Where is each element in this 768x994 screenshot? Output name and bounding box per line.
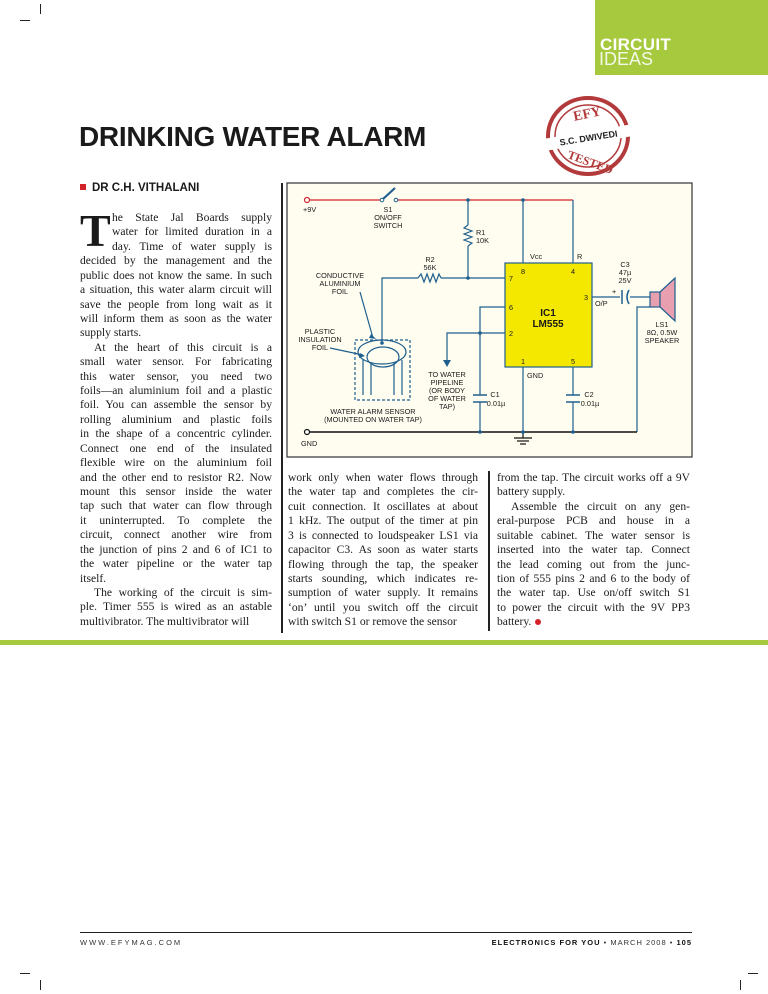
svg-text:TO WATER: TO WATER <box>428 370 466 379</box>
text-line <box>80 398 272 412</box>
text-line-content: flexible wire on the aluminium foil <box>80 456 272 470</box>
svg-text:INSULATION: INSULATION <box>298 335 342 344</box>
text-line-content: save the people from long wait as it <box>80 297 272 311</box>
section-label: CIRCUIT <box>600 35 672 54</box>
drop-cap: T <box>80 205 111 256</box>
svg-text:FOIL: FOIL <box>331 287 349 296</box>
text-line <box>80 384 272 398</box>
crop-mark <box>740 980 741 990</box>
text-line <box>80 485 272 499</box>
text-line-content: flowing through the tap, the speaker <box>288 557 478 571</box>
crop-mark <box>20 973 30 974</box>
svg-text:25V: 25V <box>618 276 632 285</box>
text-line-content: multivibrator. The multivibrator will <box>80 614 250 628</box>
svg-text:O/P: O/P <box>595 299 608 308</box>
text-line-content: the water tap and completes the cir- <box>288 485 478 499</box>
bullet-square-icon <box>80 184 86 190</box>
text-line <box>80 586 272 600</box>
text-line-content: tion of 555 pins 2 and 6 to the body of <box>497 571 690 585</box>
footer-separator: • <box>603 938 608 947</box>
svg-text:SPEAKER: SPEAKER <box>644 336 680 345</box>
text-line-content: Connect one end of the insulated <box>80 441 272 455</box>
text-line-content: cuit connection. It oscillates at about <box>288 499 478 513</box>
text-line <box>80 240 272 254</box>
text-line <box>80 557 272 571</box>
svg-text:10K: 10K <box>476 236 489 245</box>
text-line <box>80 341 272 355</box>
text-line <box>288 500 478 514</box>
text-line <box>80 413 272 427</box>
text-line <box>80 211 272 225</box>
svg-text:2: 2 <box>509 329 514 338</box>
column-divider <box>488 471 490 631</box>
text-line-content: tap such that water can flow through <box>80 499 272 513</box>
speaker-icon <box>650 292 660 307</box>
svg-text:47µ: 47µ <box>618 268 632 277</box>
svg-text:5: 5 <box>570 357 576 366</box>
text-line-content: water for limited duration in a <box>112 225 272 239</box>
crop-mark <box>40 980 41 990</box>
text-line-content: battery supply. <box>497 485 566 499</box>
text-line-content: sumption of water supply. It remains <box>288 586 478 600</box>
svg-text:0.01µ: 0.01µ <box>580 399 600 408</box>
text-line-content: from the tap. The circuit works off a 9V <box>497 471 690 484</box>
text-line-content: eral-purpose PCB and house in a <box>497 514 690 528</box>
crop-mark <box>20 20 30 21</box>
text-line-content: 1 kHz. The output of the timer at pin <box>288 514 478 528</box>
end-mark-icon <box>535 619 541 625</box>
svg-text:8: 8 <box>520 267 526 276</box>
text-line-content: the water tap. Use on/off switch S1 <box>497 586 690 600</box>
text-line-content: starts sounding, which indicates re- <box>288 571 478 585</box>
text-line <box>80 471 272 485</box>
author-name: DR C.H. VITHALANI <box>92 182 200 194</box>
page-number: 105 <box>676 938 692 947</box>
text-line <box>80 370 272 384</box>
text-line-content: ple. Timer 555 is wired as an astable <box>80 600 272 614</box>
text-line-content: small water sensor. For fabricating <box>80 355 272 369</box>
text-line <box>288 601 478 615</box>
text-line <box>497 471 690 485</box>
svg-text:CONDUCTIVE: CONDUCTIVE <box>315 271 365 280</box>
text-line <box>497 586 690 600</box>
text-line-content: the water pipeline or the water tap <box>80 557 272 571</box>
text-line-content: 3 is connected to loudspeaker LS1 via <box>288 528 478 542</box>
svg-text:FOIL: FOIL <box>311 343 329 352</box>
article-column-2 <box>288 471 478 630</box>
footer-rule <box>80 932 692 933</box>
text-line <box>497 514 690 528</box>
text-line-content: itself. <box>80 571 107 585</box>
text-line <box>497 558 690 572</box>
svg-text:S.C. DWIVEDI: S.C. DWIVEDI <box>558 128 619 148</box>
svg-text:TESTED: TESTED <box>565 147 616 177</box>
text-line <box>80 254 272 268</box>
text-line <box>497 601 690 615</box>
page-divider-bar <box>0 640 768 645</box>
svg-text:+: + <box>612 287 617 296</box>
footer-website: WWW.EFYMAG.COM <box>80 938 183 947</box>
text-line <box>288 471 478 485</box>
text-line <box>80 225 272 239</box>
svg-text:GND: GND <box>527 371 544 380</box>
text-line <box>80 456 272 470</box>
text-line-content: public does not know the same. In such <box>80 268 272 282</box>
svg-text:7: 7 <box>509 274 514 283</box>
svg-text:(MOUNTED ON WATER TAP): (MOUNTED ON WATER TAP) <box>324 415 422 424</box>
svg-text:LM555: LM555 <box>532 319 564 330</box>
text-line-content: the junction of pins 2 and 6 of IC1 to <box>80 542 272 556</box>
text-line <box>80 543 272 557</box>
text-line <box>80 269 272 283</box>
text-line-content: work only when water flows through <box>288 471 478 484</box>
text-line <box>80 298 272 312</box>
article-title: DRINKING WATER ALARM <box>79 121 427 152</box>
svg-text:IC1: IC1 <box>540 308 556 319</box>
svg-text:Vcc: Vcc <box>530 252 543 261</box>
text-line-content: will inform them as soon as the water <box>80 311 272 325</box>
svg-text:0.01µ: 0.01µ <box>486 399 506 408</box>
efy-tested-stamp <box>543 94 633 178</box>
svg-text:6: 6 <box>509 303 514 312</box>
text-line-content: this water sensor, you need two <box>80 369 272 383</box>
text-line-content: a situation, this water alarm circuit will <box>80 283 272 297</box>
svg-text:+9V: +9V <box>303 205 317 214</box>
footer-issue: MARCH 2008 <box>610 938 667 947</box>
svg-text:1: 1 <box>520 357 526 366</box>
terminal-gnd <box>305 430 310 435</box>
text-line <box>288 543 478 557</box>
text-line <box>80 528 272 542</box>
text-line <box>80 427 272 441</box>
svg-text:4: 4 <box>570 267 576 276</box>
text-line-content: he State Jal Boards supply <box>112 211 272 224</box>
crop-mark <box>748 973 758 974</box>
text-line <box>80 572 272 586</box>
text-line-content: mount this sensor inside the water <box>80 485 272 499</box>
section-sublabel: IDEAS <box>599 49 654 69</box>
text-line-content: suitable cabinet. The water sensor is <box>497 528 690 542</box>
svg-text:ALUMINIUM: ALUMINIUM <box>319 279 361 288</box>
svg-text:EFY: EFY <box>572 104 603 125</box>
text-line-content: At the heart of this circuit is a <box>94 340 272 354</box>
text-line <box>497 529 690 543</box>
text-line-content: it uninterrupted. To complete the <box>80 513 272 527</box>
text-line <box>288 572 478 586</box>
text-line-content: to power the circuit with the 9V PP3 <box>497 600 690 614</box>
svg-text:SWITCH: SWITCH <box>373 221 403 230</box>
svg-text:TAP): TAP) <box>438 402 456 411</box>
text-line <box>80 312 272 326</box>
section-header <box>595 0 768 75</box>
article-column-3 <box>497 471 690 630</box>
text-line <box>288 615 478 629</box>
text-line <box>288 558 478 572</box>
svg-text:56K: 56K <box>423 263 437 272</box>
svg-text:R1: R1 <box>476 228 486 237</box>
text-line <box>288 529 478 543</box>
svg-text:8Ω, 0.5W: 8Ω, 0.5W <box>646 328 678 337</box>
svg-text:C3: C3 <box>620 260 630 269</box>
text-line-content: inserted into the water tap. Connect <box>497 543 690 557</box>
text-line-content: foil. You can assemble the sensor by <box>80 398 272 412</box>
text-line <box>80 514 272 528</box>
text-line <box>80 442 272 456</box>
text-line <box>80 615 272 629</box>
text-line-content: day. Time of water supply is <box>112 239 272 253</box>
text-line <box>497 543 690 557</box>
svg-text:WATER ALARM SENSOR: WATER ALARM SENSOR <box>330 407 416 416</box>
crop-mark <box>40 4 41 14</box>
svg-text:S1: S1 <box>383 205 393 214</box>
text-line-content: supply starts. <box>80 326 142 340</box>
text-line-content: rolling aluminium and plastic foils <box>80 412 272 426</box>
text-line-content: foils—an aluminium foil and a plastic <box>80 384 272 398</box>
footer-separator: • <box>669 938 674 947</box>
svg-text:PLASTIC: PLASTIC <box>304 327 336 336</box>
text-line <box>80 283 272 297</box>
text-line <box>288 514 478 528</box>
text-line-content: the lead coming out from the junc- <box>497 557 690 571</box>
svg-text:PIPELINE: PIPELINE <box>430 378 464 387</box>
svg-text:C1: C1 <box>490 390 500 399</box>
text-line <box>497 615 690 629</box>
text-line-content: with switch S1 or remove the sensor <box>288 615 457 629</box>
svg-text:R: R <box>577 252 583 261</box>
text-line-content: in the shape of a concentric cylinder. <box>80 427 272 441</box>
svg-text:ON/OFF: ON/OFF <box>374 213 402 222</box>
text-line <box>288 586 478 600</box>
text-line-content: and the other end to resistor R2. Now <box>80 470 272 484</box>
text-line-content: Assemble the circuit on any gen- <box>511 499 690 513</box>
svg-text:GND: GND <box>301 439 318 448</box>
text-line-content: The working of the circuit is sim- <box>94 585 272 599</box>
footer-publication <box>492 938 692 947</box>
footer-magazine: ELECTRONICS FOR YOU <box>491 938 601 947</box>
article-column-1 <box>80 205 272 629</box>
text-line <box>497 500 690 514</box>
terminal-9v <box>305 198 310 203</box>
text-line <box>288 485 478 499</box>
text-line-content: ‘on’ until you switch off the circuit <box>288 600 478 614</box>
text-line-content: capacitor C3. As soon as water starts <box>288 543 478 557</box>
text-line-content: battery. <box>497 615 532 629</box>
svg-text:LS1: LS1 <box>655 320 669 329</box>
circuit-diagram <box>285 180 695 460</box>
text-line-content: decided by the management and the <box>80 254 272 268</box>
svg-text:R2: R2 <box>425 255 435 264</box>
text-line-content: circuit, connect another wire from <box>80 528 272 542</box>
svg-text:3: 3 <box>584 293 589 302</box>
text-line <box>497 572 690 586</box>
text-line <box>80 355 272 369</box>
text-line <box>497 485 690 499</box>
text-line <box>80 600 272 614</box>
column-divider <box>281 183 283 633</box>
svg-text:OF WATER: OF WATER <box>428 394 466 403</box>
svg-text:C2: C2 <box>584 390 594 399</box>
text-line <box>80 326 272 340</box>
text-line <box>80 499 272 513</box>
svg-text:(OR BODY: (OR BODY <box>428 386 466 395</box>
author-byline <box>80 182 199 194</box>
